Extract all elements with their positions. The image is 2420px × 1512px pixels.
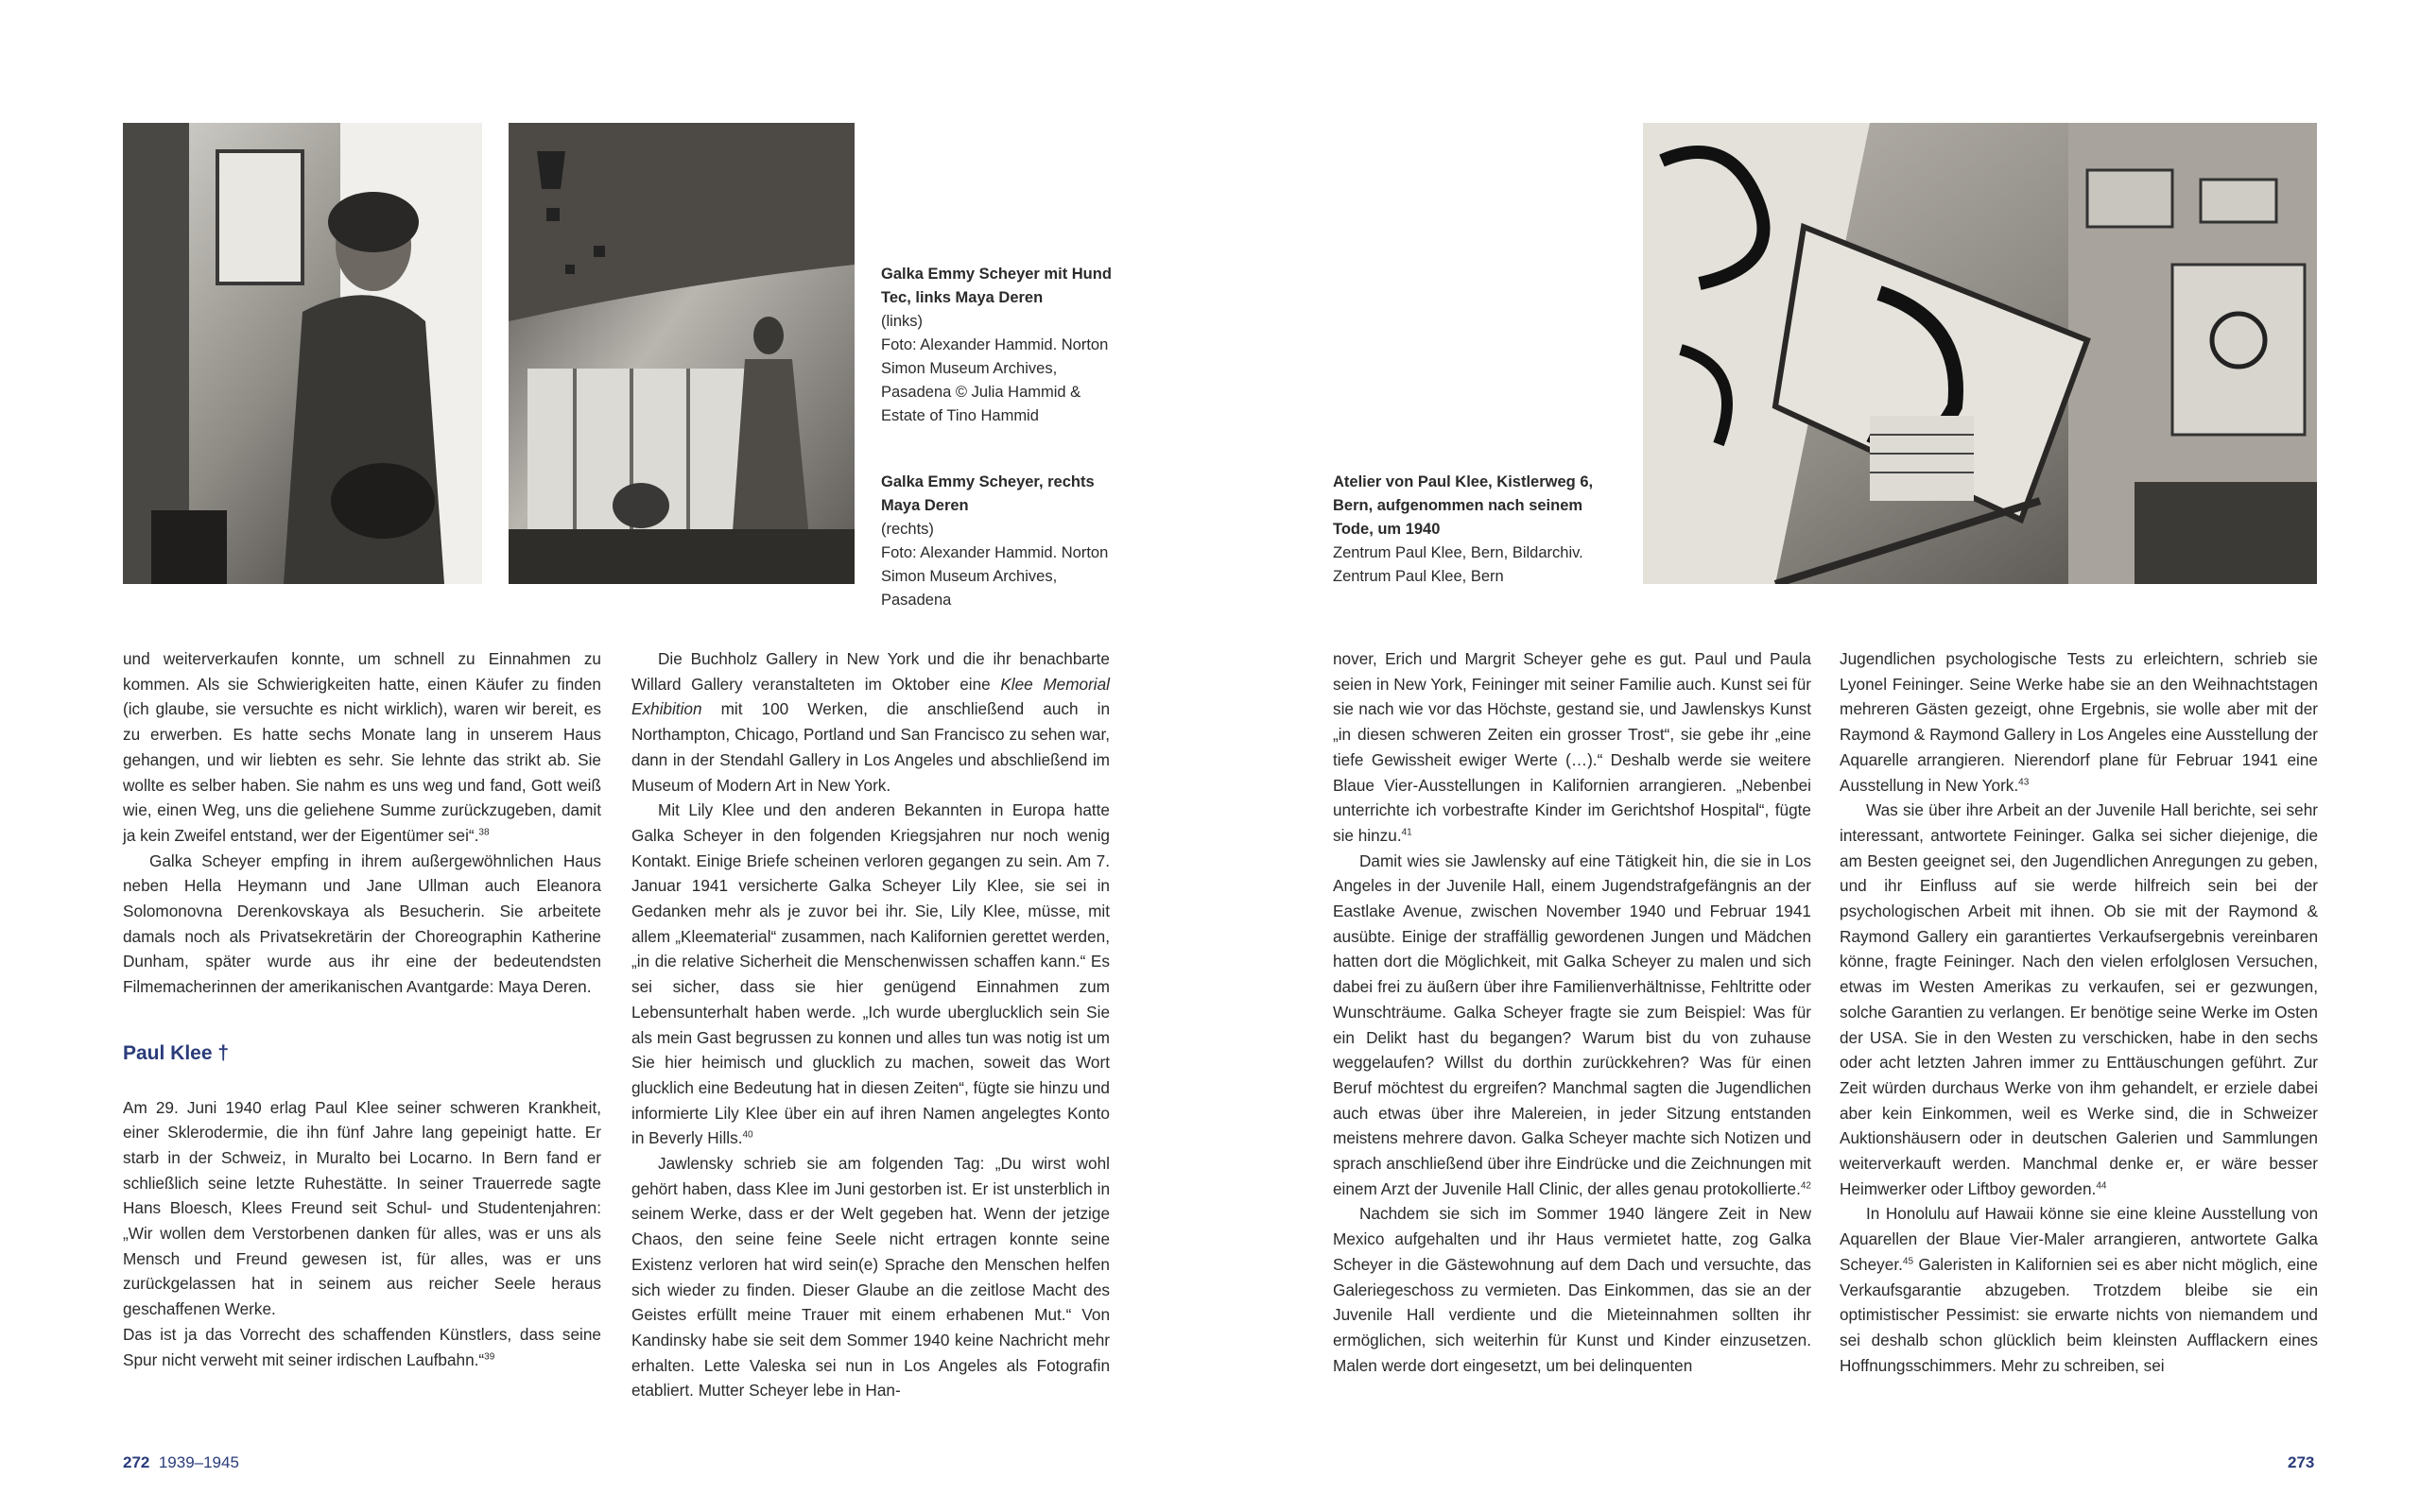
paragraph-text: Damit wies sie Jawlensky auf eine Tätigkeit hin, die sie in Los Angeles in der Juvenile Hall, einem Jugendstrafgefängnis an der Eastlake Avenue, zwischen November 1940 und Februar 1941 ausübte. Einige der straffällig gewordenen Jungen und Mädchen hatten dort die Möglichkeit, mit Galka Scheyer zu malen und sich dabei frei zu äußern über ihre Familienverhältnisse, Fehltritte oder Wunschträume. Galka Scheyer fragte sie zum Beispiel: Was für ein Delikt hast du begangen? Warum bist du von zuhause weggelaufen? Willst du dorthin zurückkehren? Was für einen Beruf möchtest du ergreifen? Manchmal sagten die Jugendlichen auch etwas über ihre Malereien, in jeder Sitzung entstanden meistens mehrere davon. Galka Scheyer machte sich Notizen und sprach anschließend über ihre Eindrücke und die Zeichnungen mit einem Arzt der Juvenile Hall Clinic, der alles genau protokollierte. (1333, 850, 1811, 1198)
caption-photo-3-credit: Zentrum Paul Klee, Bern, Bildarchiv. Zentrum Paul Klee, Bern (1333, 544, 1583, 585)
exhibition-title: Klee Memorial Exhibition (631, 674, 1110, 719)
paragraph (631, 798, 1110, 1151)
footnote-marker: 42 (1800, 1180, 1811, 1192)
photo-klee-atelier (1643, 123, 2317, 584)
photo-scheyer-with-dog-image (123, 123, 482, 584)
photo-scheyer-and-deren-image (509, 123, 855, 584)
caption-photo-1-title: Galka Emmy Scheyer mit Hund Tec, links Maya Deren (881, 266, 1112, 306)
photo-scheyer-and-deren (509, 123, 855, 584)
page-number-left: 272 (123, 1453, 150, 1471)
paragraph-text: mit 100 Werken, die anschließend auch in Northampton, Chicago, Portland und San Francisco zu sehen war, dann in der Stendahl Gallery in Los Angeles und abschließend im Museum of Modern Art in New York. (631, 699, 1110, 795)
paragraph-text: Galeristen in Kalifornien sei es aber nicht möglich, eine Verkaufsgarantie abzugeben. Trotzdem bleibe sie ein optimistischer Pessimist: sie erwarte nichts von niemandem und sei deshalb schon glücklich beim kleinsten Aufflackern eines Hoffnungsschimmers. Mehr zu schreiben, sei (1840, 1254, 2318, 1375)
footnote-marker: 39 (484, 1350, 495, 1362)
caption-photo-3-title: Atelier von Paul Klee, Kistlerweg 6, Bern, aufgenommen nach seinem Tode, um 1940 (1333, 473, 1594, 538)
text-column-1 (123, 646, 601, 1372)
paragraph: Nachdem sie sich im Sommer 1940 längere Zeit in New Mexico aufgehalten und ihr Haus vermietet hatte, zog Galka Scheyer in die Gästewohnung auf dem Dach und versuchte, das Galeriegeschoss zu vermieten. Das Einkommen, das sie an der Juvenile Hall verdiente und die Mieteinnahmen sollten ihr ermöglichen, sich weiterhin für Kunst und Kinder einzusetzen. Malen werde dort eingesetzt, um bei delinquenten (1333, 1204, 1811, 1375)
photo-scheyer-with-dog (123, 123, 482, 584)
paragraph (123, 646, 601, 849)
paragraph-text: Jugendlichen psychologische Tests zu erleichtern, schrieb sie Lyonel Feininger. Seine Werke habe sie an den Weihnachtstagen mehreren Gästen gezeigt, ohne Ergebnis, sie wolle aber mit der Raymond & Raymond Gallery in Los Angeles eine Ausstellung der Aquarelle arrangieren. Nierendorf plane für Februar 1941 eine Ausstellung in New York. (1840, 649, 2318, 795)
paragraph-text: und weiterverkaufen konnte, um schnell zu Einnahmen zu kommen. Als sie Schwierigkeiten hatte, einen Käufer zu finden (ich glaube, sie versuchte es nicht wirklich), waren wir bereit, es zu erwerben. Es hatte sechs Monate lang in unserem Haus gehangen, und wir liebten es sehr. Sie lehnte das strikt ab. Sie wollte es selber haben. Sie nahm es uns weg und fand, Gott weiß wie, einen Weg, uns die geliehene Summe zurückzugeben, damit ja kein Zweifel entstand, wer der Eigentümer sei“. (123, 649, 601, 845)
paragraph (1333, 646, 1811, 849)
caption-photo-3 (1333, 471, 1626, 589)
paragraph-text: Das ist ja das Vorrecht des schaffenden Künstlers, dass seine Spur nicht verweht mit seiner irdischen Laufbahn.“ (123, 1324, 601, 1369)
paragraph (1840, 798, 2318, 1201)
caption-photo-1-credit: Foto: Alexander Hammid. Norton Simon Museum Archives, Pasadena © Julia Hammid & Estate of Tino Hammid (881, 336, 1109, 424)
caption-photo-1 (881, 263, 1117, 428)
caption-photo-2-credit: Foto: Alexander Hammid. Norton Simon Museum Archives, Pasadena (881, 544, 1109, 609)
caption-photo-2 (881, 471, 1117, 612)
section-heading: Paul Klee † (123, 1041, 230, 1064)
paragraph (1840, 646, 2318, 798)
caption-photo-2-title: Galka Emmy Scheyer, rechts Maya Deren (881, 473, 1095, 514)
paragraph-text: Mit Lily Klee und den anderen Bekannten in Europa hatte Galka Scheyer in den folgenden Kriegsjahren nur noch wenig Kontakt. Einige Briefe scheinen verloren gegangen zu sein. Am 7. Januar 1941 versicherte Galka Scheyer Lily Klee, sie sei in Gedanken mehr als je zuvor bei ihr. Sie, Lily Klee, müsse, mit allem „Kleematerial“ zusammen, nach Kalifornien gerettet werden, „in die relative Sicherheit die Menschenwissen schaffen kann.“ Es sei sicher, dass sie hier genügend Einnahmen zum Lebensunterhalt haben werde. „Ich wurde uberglucklich sein Sie als mein Gast begrussen zu konnen und alles tun was notig ist um Sie hier heimisch und glucklich zu machen, soweit das Wort glucklich eine Bedeutung hat in diesen Zeiten“, fügte sie hinzu und informierte Lily Klee über ein auf ihren Namen angelegtes Konto in Beverly Hills. (631, 800, 1110, 1148)
paragraph: Jawlensky schrieb sie am folgenden Tag: „Du wirst wohl gehört haben, dass Klee im Juni gestorben ist. Er ist unsterblich in seinem Werke, dass er der Welt gegeben hat. Wenn der jetzige Chaos, den seine feine Seele nicht ertragen konnte seine Existenz verloren hat wird sein(e) Sprache den Menschen helfen sich wieder zu finden. Dieser Glaube an die zeitlose Macht des Geistes erfüllt meine Trauer mit einem erhabenen Mut.“ Von Kandinsky habe sie seit dem Sommer 1940 keine Nachricht mehr erhalten. Lette Valeska sei nun in Los Angeles als Fotografin etabliert. Mutter Scheyer lebe in Han- (631, 1154, 1110, 1400)
text-column-3 (1333, 646, 1811, 1378)
caption-photo-1-note: (links) (881, 313, 923, 330)
paragraph: Galka Scheyer empfing in ihrem außergewöhnlichen Haus neben Hella Heymann und Jane Ullman auch Eleanora Solomonovna Derenkovskaya als Besucherin. Sie arbeitete damals noch als Privatsekretärin der Choreographin Katherine Dunham, später wurde aus ihr eine der bedeutendsten Filmemacherinnen der amerikanischen Avantgarde: Maya Deren. (123, 850, 601, 997)
paragraph (631, 646, 1110, 798)
caption-photo-2-note: (rechts) (881, 521, 934, 538)
page-number-right: 273 (2288, 1453, 2315, 1471)
folio-right (2288, 1453, 2314, 1472)
paragraph: Am 29. Juni 1940 erlag Paul Klee seiner schweren Krankheit, einer Sklerodermie, die ihn fünf Jahre lang gepeinigt hatte. Er starb in der Schweiz, in Muralto bei Locarno. In Bern fand er schließlich seine letzte Ruhestätte. In seiner Trauerrede sagte Hans Bloesch, Klees Freund seit Schul- und Studentenjahren: „Wir wollen dem Verstorbenen danken für alles, was er uns als Mensch und Freund gewesen ist, für alles, was er uns zurückgelassen hat in seinem aus reicher Seele heraus geschaffenen Werke. (123, 1097, 601, 1319)
paragraph-text: Was sie über ihre Arbeit an der Juvenile Hall berichte, sei sehr interessant, antwortete Feininger. Galka sei sicher diejenige, die am Besten geeignet sei, den Jugendlichen Anregungen zu geben, und ihr Einfluss auf sie werde hilfreich sein bei der psychologischen Arbeit mit ihnen. Ob sie mit der Raymond & Raymond Gallery ein garantiertes Verkaufsergebnis vereinbaren könne, fragte Feininger. Nach den vielen erfolglosen Versuchen, etwas im Westen Amerikas zu verkaufen, sei er gezwungen, solche Garantien zu verlangen. Er benötige seine Werke im Osten der USA. Sie in den Westen zu verschicken, habe in den sechs oder acht letzten Jahren immer zu Enttäuschungen geführt. Zur Zeit würden durchaus Werke von ihm gehandelt, er erziele dabei aber kein Einkommen, weil es Werke sind, die in Schweizer Auktionshäusern oder in deutschen Galerien und Sammlungen weiterverkauft werden. Manchmal denke er, er wäre besser Heimwerker oder Liftboy geworden. (1840, 800, 2318, 1198)
folio-left (123, 1453, 239, 1472)
paragraph-text: In Honolulu auf Hawaii könne sie eine kleine Ausstellung von Aquarellen der Blaue Vier-Maler arrangieren, antwortete Galka Scheyer. (1840, 1204, 2318, 1274)
footnote-marker: 44 (2096, 1180, 2107, 1192)
paragraph (1333, 849, 1811, 1202)
paragraph (1840, 1201, 2318, 1378)
paragraph (123, 1322, 601, 1372)
photo-klee-atelier-image (1643, 123, 2317, 584)
section-label: 1939–1945 (158, 1453, 239, 1471)
footnote-marker: 43 (2018, 776, 2030, 787)
footnote-marker: 38 (478, 827, 490, 838)
text-column-2 (631, 646, 1110, 1403)
paragraph-text: Die Buchholz Gallery in New York und die ihr benachbarte Willard Gallery veranstalteten im Oktober eine (631, 649, 1110, 694)
paragraph-text: nover, Erich und Margrit Scheyer gehe es gut. Paul und Paula seien in New York, Feininger mit seiner Familie auch. Kunst sei für sie nach wie vor das Höchste, gestand sie, und Jawlenskys Kunst „in diesen schweren Zeiten ein grosser Trost“, sie gebe ihr „eine tiefe Gewissheit ewiger Werte (…).“ Deshalb werde sie weitere Blaue Vier-Ausstellungen in Kalifornien arrangieren. „Nebenbei unterrichte ich vorbestrafte Kinder im Gerichtshof Hospital“, fügte sie hinzu. (1333, 649, 1811, 845)
footnote-marker: 45 (1902, 1256, 1914, 1267)
footnote-marker: 41 (1401, 827, 1412, 838)
footnote-marker: 40 (742, 1129, 753, 1141)
text-column-4 (1840, 646, 2318, 1378)
